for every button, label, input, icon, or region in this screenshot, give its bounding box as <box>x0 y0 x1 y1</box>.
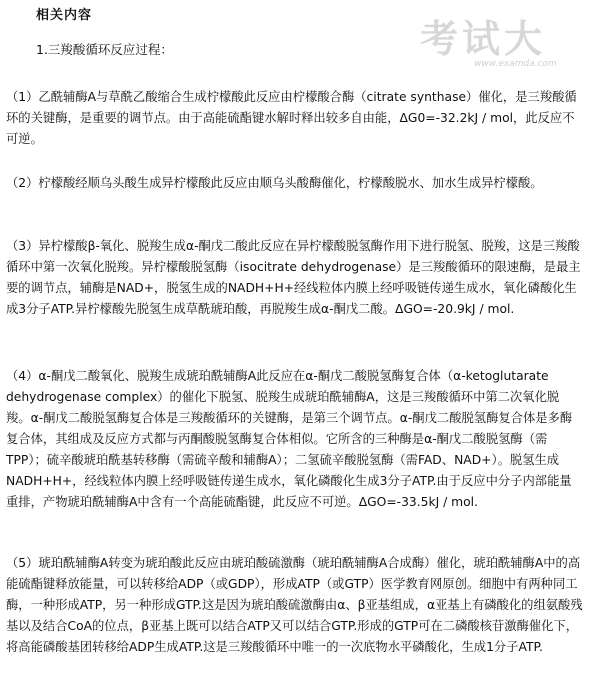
site-watermark-logo <box>414 14 564 74</box>
section-title: 相关内容 <box>36 8 93 23</box>
paragraph-step-1: （1）乙酰辅酶A与草酰乙酸缩合生成柠檬酸此反应由柠檬酸合酶（citrate synthase）催化，是三羧酸循环的关键酶，是重要的调节点。由于高能硫酯键水解时释出较多自由能，ΔG0=-32.2kJ / mol，此反应不可逆。 <box>6 90 577 146</box>
watermark-text: 考试大 <box>420 17 547 61</box>
paragraph-step-3: （3）异柠檬酸β-氧化、脱羧生成α-酮戊二酸此反应在异柠檬酸脱氢酶作用下进行脱氢、脱羧，这是三羧酸循环中第一次氧化脱羧。异柠檬酸脱氢酶（isocitrate dehydrogenase）是三羧酸循环的限速酶，是最主要的调节点，辅酶是NAD+，脱氢生成的NADH+H+经线粒体内膜上经呼吸链传递生成水，氧化磷酸化生成3分子ATP.异柠檬酸先脱氢生成草酰琥珀酸，再脱羧生成α-酮戊二酸。ΔGO=-20.9kJ / mol. <box>6 239 581 316</box>
paragraph-step-4: （4）α-酮戊二酸氧化、脱羧生成琥珀酰辅酶A此反应在α-酮戊二酸脱氢酶复合体（α-ketoglutarate dehydrogenase complex）的催化下脱氢、脱羧生成琥珀酰辅酶A，这是三羧酸循环中第二次氧化脱羧。α-酮戊二酸脱氢酶复合体是三羧酸循环的关键酶，是第三个调节点。α-酮戊二酸脱氢酶复合体是多酶复合体，其组成及反应方式都与丙酮酸脱氢酶复合体相似。它所含的三种酶是α-酮戊二酸脱氢酶（需TPP）；硫辛酸琥珀酰基转移酶（需硫辛酸和辅酶A）；二氢硫辛酸脱氢酶（需FAD、NAD+）。脱氢生成NADH+H+，经线粒体内膜上经呼吸链传递生成水，氧化磷酸化生成3分子ATP.由于反应中分子内部能量重排，产物琥珀酰辅酶A中含有一个高能硫酯键，此反应不可逆。ΔGO=-33.5kJ / mol. <box>6 369 573 509</box>
subtitle: 1.三羧酸循环反应过程： <box>36 42 173 57</box>
paragraph-step-2: （2）柠檬酸经顺乌头酸生成异柠檬酸此反应由顺乌头酸酶催化，柠檬酸脱水、加水生成异柠檬酸。 <box>6 176 543 190</box>
watermark-url: www.examda.com <box>474 59 557 69</box>
paragraph-step-5: （5）琥珀酰辅酶A转变为琥珀酸此反应由琥珀酸硫激酶（琥珀酰辅酶A合成酶）催化，琥珀酰辅酶A中的高能硫酯键释放能量，可以转移给ADP（或GDP），形成ATP（或GTP）医学教育网原创。细胞中有两种同工酶，一种形成ATP，另一种形成GTP.这是因为琥珀酸硫激酶由α、β亚基组成，α亚基上有磷酸化的组氨酸残基以及结合CoA的位点，β亚基上既可以结合ATP又可以结合GTP.形成的GTP可在二磷酸核苷激酶催化下，将高能磷酸基团转移给ADP生成ATP.这是三羧酸循环中唯一的一次底物水平磷酸化，生成1分子ATP. <box>6 556 583 654</box>
